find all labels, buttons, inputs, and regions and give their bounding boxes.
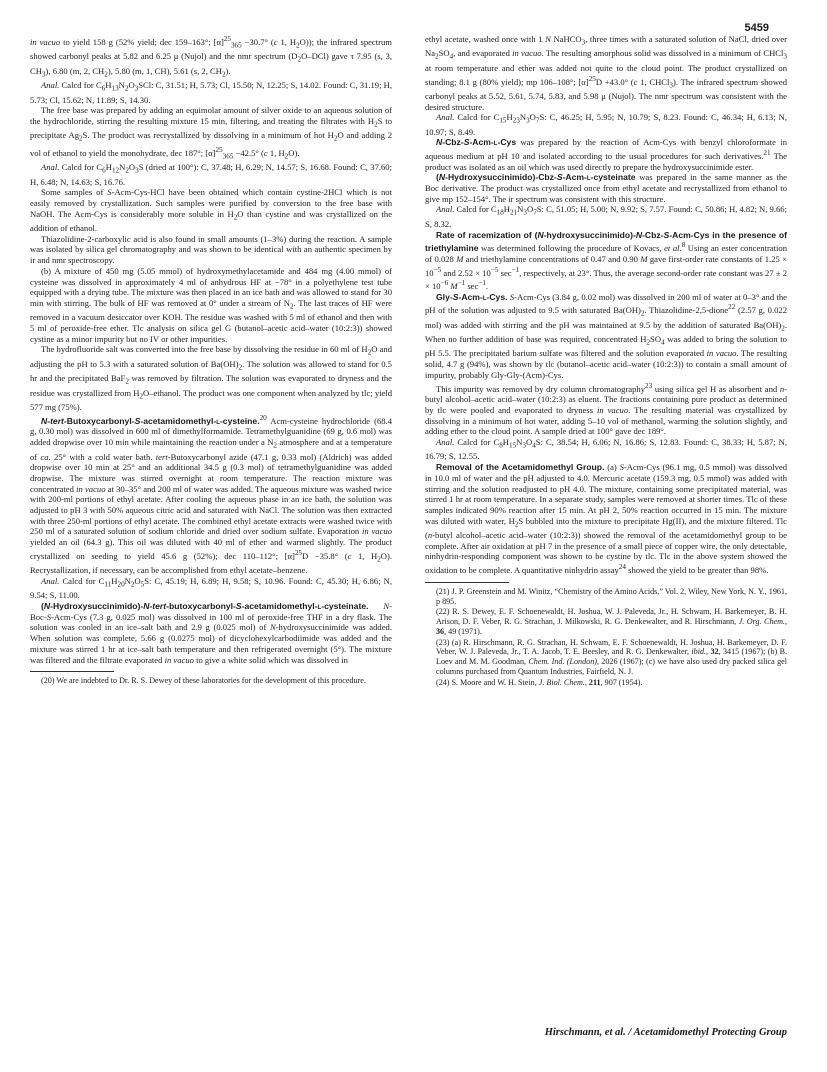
paragraph: The hydrofluoride salt was converted into the free base by dissolving the residue in 60 ml of $H_2O$ and adjusting the pH to 5.3 with a saturated solution of $Ba(OH)_2$. The solution was allowed to stand for 0.5 hr and the precipitated BaF$_2$ was removed by filtration. The solution was evaporated to dryness and the residue was crystallized from $H_2O$–ethanol. The product was one component when analyzed by tlc; yield 577 mg (75%). bbox=[30, 344, 393, 413]
paragraph: Anal. Calcd for $C_6H_{13}N_2O_3SCl$: C, 31.51; H, 5.73; Cl, 15.50; N, 12.25; S, 14.02. Found: C, 31.19; H, 5.73; Cl, 15.62; N, 11.89; S, 14.30. bbox=[30, 80, 392, 105]
paragraph: Anal. Calcd for $C_6H_{12}N_2O_3S$ (dried at 100°): C, 37.48; H, 6.29; N, 14.57; S, 16.68. Found: C, 37.60; H, 6.48; N, 14.63; S, 16.76. bbox=[30, 162, 392, 187]
left-footnotes bbox=[30, 676, 392, 686]
page-number: 5459 bbox=[744, 22, 769, 34]
paragraph: in vacuo to yield 158 g (52% yield; dec 159–163°; $[\alpha]^{25}_{365} -30.7^\circ$ (c 1, $H_2O$)); the infrared spectrum showed carbonyl peaks at 5.82 and 6.25 μ (Nujol) and the nmr spectrum $(D_2O-DCl)$ gave τ 7.95 (s, 3, $CH_3$), 6.80 (m, 2, $CH_2$), 5.80 (m, 1, CH), 5.61 (s, 2, $CH_2$). bbox=[30, 35, 392, 79]
footnote: (22) R. S. Dewey, E. F. Schoenewaldt, H. Joshua, W. J. Paleveda, Jr., H. Schwam, H. Barkemeyer, B. H. Arison, D. F. Veber, R. G. Strachan, J. Milkowski, R. G. Denkewalter, and R. Hirschmann, J. Org. Chem., 36, 49 (1971). bbox=[436, 607, 787, 636]
footnote: (20) We are indebted to Dr. R. S. Dewey of these laboratories for the development of this procedure. bbox=[41, 676, 366, 686]
paragraph: Anal. Calcd for $C_{15}H_{23}N_3O_7S$: C, 46.25; H, 5.95; N, 10.79; S, 8.23. Found: C, 46.34; H, 6.13; N, 10.97; S, 8.49. bbox=[425, 112, 787, 137]
running-footer: Hirschmann, et al. / Acetamidomethyl Protecting Group bbox=[544, 1027, 787, 1038]
footnote-rule bbox=[30, 671, 114, 672]
paragraph: (N-Hydroxysuccinimido)-Cbz-S-Acm-l-cysteinate was prepared in the same manner as the Boc derivative. The product was crystallized once from ethyl acetate and recrystallized from ethanol to give mp 152–154°. The ir spectrum was consistent with this structure. bbox=[425, 172, 787, 204]
paragraph: Gly-S-Acm-l-Cys. S-Acm-Cys (3.84 g, 0.02 mol) was dissolved in 200 ml of water at 0–3° and the pH of the solution was adjusted to 9.5 with saturated $Ba(OH)_2$. Thiazolidine-2,5-dione$^{22}$ (2.57 g, 0.022 mol) was added with stirring and the pH was maintained at 9.5 by the addition of saturated $Ba(OH)_2$. When no further addition of base was required, concentrated $H_2SO_4$ was added to bring the solution to pH 5.5. The precipitated barium sulfate was filtered and the solution evaporated in vacuo. The resulting solid, 4.7 g (94%), was shown by tlc (butanol–acetic acid–water (10:2:3)) to contain a small amount of impurity, probably Gly-Gly-(Acm)-Cys. bbox=[425, 291, 787, 380]
paragraph: Anal. Calcd for $C_{11}H_{20}N_2O_5S$: C, 45.19; H, 6.89; H, 9.58; S, 10.96. Found: C, 45.30; H, 6.86; N, 9.54; S, 11.00. bbox=[30, 575, 392, 601]
paragraph: N-Cbz-S-Acm-l-Cys was prepared by the reaction of Acm-Cys with benzyl chloroformate in aqueous medium at pH 10 and isolated according to the usual procedures for such derivatives.$^{21}$ The product was isolated as an oil which was used directly to prepare the hydroxysuccinimide ester. bbox=[425, 137, 787, 172]
right-column bbox=[425, 34, 787, 689]
paragraph: Some samples of S-Acm-Cys-HCl have been obtained which contain cystine-2HCl which is not easily removed by crystallization. Such samples were purified by conversion to the free base with NaOH. The Acm-Cys is considerably more soluble in $H_2O$ than cystine and was crystallized on the addition of ethanol. bbox=[30, 187, 393, 234]
footnote: (24) S. Moore and W. H. Stein, J. Biol. Chem., 211, 907 (1954). bbox=[436, 677, 643, 687]
footnote: (23) (a) R. Hirschmann, R. G. Strachan, H. Schwam, E. F. Schoenewaldt, H. Joshua, H. Barkemeyer, D. F. Veber, W. J. Paleveda, Jr., T. A. Jacob, T. E. Beesley, and R. G. Denkewalter, ibid., 32, 3415 (1967); (b) B. Loev and M. M. Goodman, Chem. Ind. (London), 2026 (1967); (c) we have also used dry packed silica gel columns purchased from Quantum Industries, Fairfield, N. J. bbox=[436, 637, 788, 677]
right-footnotes bbox=[425, 587, 787, 688]
footnote: (21) J. P. Greenstein and M. Winitz, “Chemistry of the Amino Acids,” Vol. 2, Wiley, New York, N. Y., 1961, p 895. bbox=[436, 586, 787, 606]
paragraph: Anal. Calcd for $C_{18}H_{21}N_3O_7S$: C, 51.05; H, 5.00; N, 9.92; S, 7.57. Found: C, 50.86; H, 4.82; N, 9.66; S, 8.32. bbox=[425, 204, 787, 229]
paragraph: This impurity was removed by dry column chromatography$^{23}$ using silica gel H as absorbent and n-butyl alcohol–acetic acid–water (10:2:3) as eluent. The fractions containing pure product as determined by tlc were pooled and evaporated to dryness in vacuo. The resulting material was crystallized by dissolving in a minimum of hot water, adding 5–10 vol of methanol, warming the solution slightly, and adding ether to the cloud point. A sample dried at 100° gave dec 189°. bbox=[425, 381, 787, 437]
paragraph: Thiazolidine-2-carboxylic acid is also found in small amounts (1–3%) during the reaction. A sample was isolated by silica gel chromatography and was shown to be identical with an authentic specimen by ir and nmr spectroscopy. bbox=[30, 233, 392, 266]
left-column bbox=[30, 34, 392, 687]
paragraph: ethyl acetate, washed once with 1 N NaHCO$_3$, three times with a saturated solution of NaCl, dried over $Na_2SO_4$, and evaporated in vacuo. The resulting amorphous solid was dissolved in a minimum of CHCl$_3$ at room temperature and ether was added not quite to the cloud point. The product crystallized on standing; 8.1 g (80% yield); mp 106–108°; $[\alpha]^{25}D +43.0^\circ$ (c 1, CHCl$_3$). The infrared spectrum showed carbonyl peaks at 5.52, 5.61, 5.74, 5.83, and 5.98 μ (Nujol). The nmr spectrum was consistent with the desired structure. bbox=[425, 34, 788, 112]
left-body bbox=[30, 34, 392, 665]
right-body bbox=[425, 34, 787, 576]
footnote-rule bbox=[425, 582, 509, 583]
paragraph: (b) A mixture of 450 mg (5.05 mmol) of hydroxymethylacetamide and 484 mg (4.00 mmol) of cysteine was dissolved in approximately 4 ml of anhydrous HF at −78° in a polyethylene test tube equipped with a drying tube. The mixture was then placed in an ice bath and was allowed to stand for 30 min with stirring. The bulk of HF was removed at 0° under a stream of $N_2$. The last traces of HF were removed in a vacuum desiccator over KOH. The residue was washed with 5 ml of ethanol and then with 5 ml of peroxide-free ether. Tlc analysis on silica gel G (butanol–acetic acid–water (10:2:3)) showed cystine as a minor impurity but no IV or other impurities. bbox=[30, 265, 392, 344]
paragraph: Removal of the Acetamidomethyl Group. (a) S-Acm-Cys (96.1 mg, 0.5 mmol) was dissolved in 10.0 ml of water and the pH adjusted to 4.0. Mercuric acetate (159.3 mg, 0.5 mmol) was added with stirring and the solution readjusted to pH 4.0. The mixture, containing some precipitated material, was stirred 1 hr at room temperature. In a separate study, samples were removed at shorter times. Tlc of these samples indicated 90% reaction after 15 min. At pH 2, 50% reaction occurred in 15 min. The mixture was diluted with water, $H_2S$ bubbled into the mixture to precipitate Hg(II), and the mixture filtered. Tlc (n-butyl alcohol–acetic acid–water (10:2:3)) showed the removal of the acetamidomethyl group to be complete. After air oxidation at pH 7 in the presence of a small piece of copper wire, the only detectable, ninhydrin-responding component was shown to be cystine by tlc. Tlc in the above system showed the oxidation to be complete. A quantitative ninhydrin assay$^{24}$ showed the yield to be greater than 98%. bbox=[425, 462, 787, 575]
paragraph: N-tert-Butoxycarbonyl-S-acetamidomethyl-l-cysteine.$^{20}$ Acm-cysteine hydrochloride (68.4 g, 0.30 mol) was dissolved in 600 ml of dimethylformamide. Tetramethylguanidine (69 g, 0.6 mol) was added dropwise over 10 min while maintaining the reaction under a $N_2$ atmosphere and at a temperature of ca. 25° with a cold water bath. tert-Butoxycarbonyl azide (47.1 g, 0.33 mol) (Aldrich) was added dropwise over 10 min at 25° and an additional 34.5 g (0.3 mol) of tetramethylguanidine was added dropwise. The mixture was stirred overnight at room temperature. The reaction mixture was concentrated in vacuo at 30–35° and 200 ml of water was added. The aqueous mixture was washed twice with 200-ml portions of ethyl acetate. After cooling the aqueous phase in an ice bath, the solution was adjusted to pH 3 with 50% aqueous citric acid and saturated with NaCl. The solution was then extracted with three 250-ml portions of ethyl acetate. The combined ethyl acetate extracts were washed twice with 250 ml of a saturated solution of sodium chloride and dried over sodium sulfate. Evaporation in vacuo yielded an oil (64.3 g). This oil was diluted with 40 ml of ether and warmed slightly. The product crystallized on seeding to yield 45.6 g (52%); dec 110–112°; $[\alpha]^{25}D -35.8^\circ$ (c 1, $H_2O$). Recrystallization, if necessary, can be accomplished from ethyl acetate–benzene. bbox=[30, 413, 393, 576]
paragraph: The free base was prepared by adding an equimolar amount of silver oxide to an aqueous solution of the hydrochloride, stirring the resulting mixture 15 min, filtering, and treating the filtrates with $H_2S$ to precipitate $Ag_2S$. The product was recrystallized by dissolving in a minimum of hot $H_2O$ and adding 2 vol of ethanol to yield the monohydrate, dec 187°; $[\alpha]^{25}_{365} -42.5^\circ$ (c 1, $H_2O$). bbox=[30, 105, 392, 161]
paragraph: (N-Hydroxysuccinimido)-N-tert-butoxycarbonyl-S-acetamidomethyl-l-cysteinate. N-Boc-S-Acm-Cys (7.3 g, 0.025 mol) was dissolved in 100 ml of peroxide-free THF in a dry flask. The solution was cooled in an ice–salt bath and 2.9 g (0.025 mol) of N-hydroxysuccinimide was added. When solution was complete, 5.66 g (0.0275 mol) of dicyclohexylcarbodiimide was added and the mixture was stirred 1 hr at ice–salt bath temperature and then refrigerated overnight (5°). The mixture was filtered and the filtrate evaporated in vacuo to give a white solid which was dissolved in bbox=[30, 601, 392, 665]
paragraph: Rate of racemization of (N-hydroxysuccinimido)-N-Cbz-S-Acm-Cys in the presence of triethylamine was determined following the procedure of Kovacs, et al.$^8$ Using an ester concentration of 0.028 M and triethylamine concentrations of 0.47 and 0.90 M gave first-order rate constants of $1.25 \times 10^{-5}$ and $2.52 \times 10^{-5}$ $\sec^{-1}$, respectively, at 23°. Thus, the average second-order rate constant was $27 \pm 2 \times 10^{-6}$ $M^{-1}$ $\sec^{-1}$. bbox=[425, 229, 788, 291]
paragraph: Anal. Calcd for $C_8H_{15}N_3O_4S$: C, 38.54; H, 6.06; N, 16.86; S, 12.83. Found: C, 38.33; H, 5.87; N, 16.79; S, 12.55. bbox=[425, 436, 787, 462]
